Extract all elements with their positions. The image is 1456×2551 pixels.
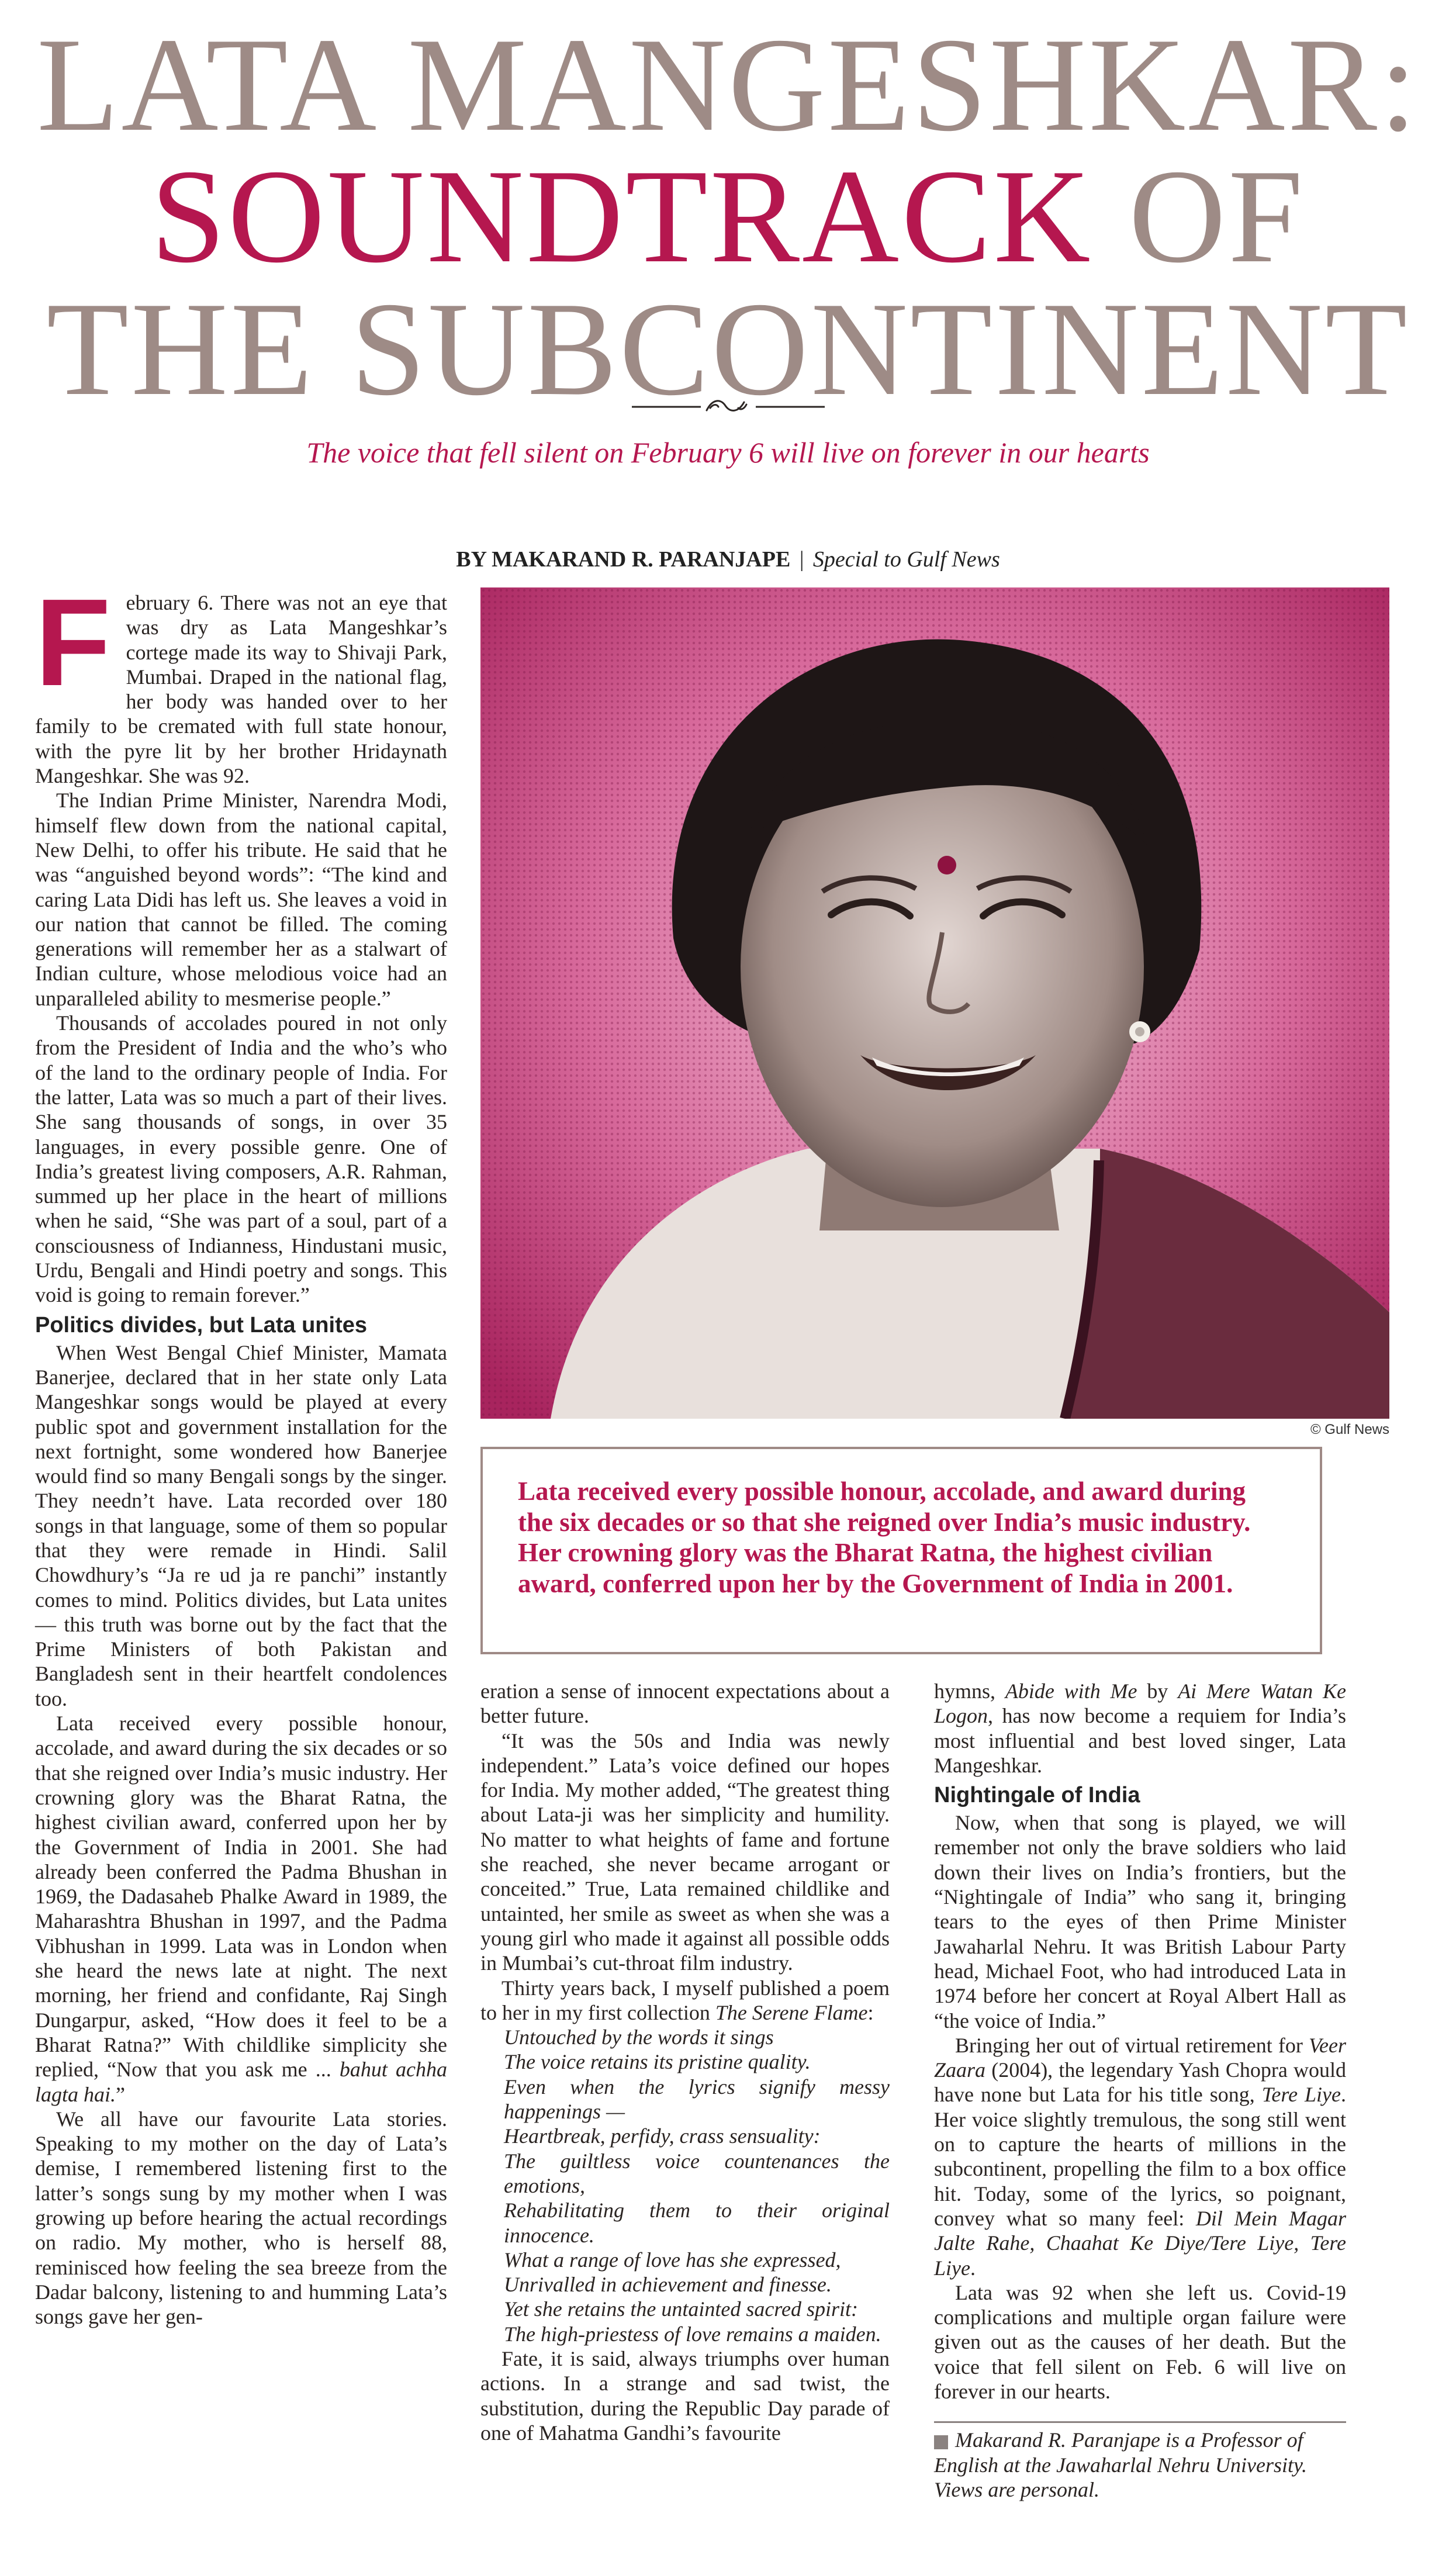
- standfirst: The voice that fell silent on February 6 will live on forever in our hearts: [306, 436, 1150, 469]
- subhead-nightingale: Nightingale of India: [934, 1783, 1140, 1808]
- book-title: The Serene Flame: [715, 2000, 868, 2024]
- headline-line-1: LATA MANGESHKAR:: [37, 10, 1419, 159]
- paragraph: Fate, it is said, always triumphs over human actions. In a strange and sad twist, the substitution, during the Republic Day parade of one of Mahatma Gandhi’s favourite: [480, 2347, 890, 2445]
- article-column-1: [35, 573, 447, 2329]
- author-name: BY MAKARAND R. PARANJAPE: [456, 547, 791, 572]
- drop-cap: F: [35, 573, 111, 711]
- headline-line-3: THE SUBCONTINENT: [46, 274, 1410, 423]
- paragraph-text: , has now become a requiem for India’s most influential and best loved singer, Lata Mangeshkar.: [934, 1704, 1346, 1777]
- headline-divider-ornament: [0, 395, 1456, 421]
- paragraph: [480, 1976, 890, 2025]
- photo-credit: © Gulf News: [1310, 1422, 1389, 1437]
- byline: [0, 547, 1456, 572]
- paragraph: Lata was 92 when she left us. Covid-19 complications and multiple organ failure were given out as the causes of her death. But the voice that fell silent on Feb. 6 will live on forever in our hearts.: [934, 2280, 1346, 2404]
- paragraph: The Indian Prime Minister, Narendra Modi, himself flew down from the national capital, New Delhi, to offer his tribute. He said that he was “anguished beyond words”: “The kind and caring Lata Didi has left us. She leaves a void in our nation that cannot be filled. The coming generations will remember her as a stalwart of Indian culture, whose melodious voice had an unparalleled ability to mesmerise people.”: [35, 789, 447, 1010]
- headline-line-2: [0, 141, 1456, 291]
- article-column-2: [480, 1679, 890, 2445]
- paragraph-text: . Her voice slightly tremulous, the song still went on to capture the hearts of millions in the subcontinent, propelling the film to a box office hit. Today, some of the lyrics, so poignant, convey what so many feel:: [934, 2083, 1347, 2230]
- lata-mangeshkar-photo: [480, 587, 1389, 1419]
- headline-accent-word: SOUNDTRACK: [150, 141, 1093, 291]
- poem-line: Rehabilitating them to their original innocence.: [504, 2199, 890, 2247]
- punctuation: :: [867, 2000, 874, 2024]
- poem: [480, 2025, 890, 2346]
- punctuation: .: [970, 2256, 976, 2280]
- poem-line: Yet she retains the untainted sacred spirit:: [504, 2297, 858, 2321]
- paragraph-text: (2004), the legendary Yash Chopra would have none but Lata for his title song,: [934, 2058, 1346, 2107]
- poem-line: The voice retains its pristine quality.: [504, 2050, 811, 2074]
- song-title: Tere Liye: [1261, 2083, 1341, 2107]
- song-lyrics: Dil Mein Magar Jalte Rahe, Chaahat Ke Diye/Tere Liye, Tere Liye: [934, 2206, 1346, 2280]
- lead-paragraph-text: ebruary 6. There was not an eye that was dry as Lata Mangeshkar’s cortege made its way to Shivaji Park, Mumbai. Draped in the national flag, her body was handed over to her family to be cremated with full state honour, with the pyre lit by her brother Hridaynath Mangeshkar. She was 92.: [35, 591, 447, 788]
- paragraph: eration a sense of innocent expectations about a better future.: [480, 1679, 890, 1728]
- poem-line: The high-priestess of love remains a maiden.: [504, 2322, 881, 2346]
- swirl-divider-icon: [632, 395, 825, 419]
- author-note: [934, 2421, 1346, 2502]
- poem-line: Heartbreak, perfidy, crass sensuality:: [504, 2124, 821, 2148]
- pull-quote-box: [480, 1447, 1322, 1654]
- paragraph: We all have our favourite Lata stories. Speaking to my mother on the day of Lata’s demise, I remembered listening first to the latter’s songs sung by my mother when I was growing up before hearing the actual recordings on radio. My mother, who is herself 88, reminisced how feeling the sea breeze from the Dadar balcony, listening to and humming Lata’s songs gave her gen-: [35, 2107, 447, 2329]
- headline-line-2-rest: OF: [1092, 141, 1306, 291]
- poem-line: Untouched by the words it sings: [504, 2025, 774, 2049]
- subhead-politics: Politics divides, but Lata unites: [35, 1312, 367, 1337]
- byline-separator: |: [799, 547, 804, 572]
- paragraph: Thousands of accolades poured in not only from the President of India and the who’s who of the land to the ordinary people of India. For the latter, Lata was so much a part of their lives. She sang thousands of songs, in over 35 languages, in every possible genre. One of India’s greatest living composers, A.R. Rahman, summed up her place in the heart of millions when he said, “She was part of a soul, part of a consciousness of Indianness, Hindustani music, Urdu, Bengali and Hindi poetry and songs. This void is going to remain forever.”: [35, 1011, 447, 1307]
- poem-line: What a range of love has she expressed,: [504, 2248, 841, 2272]
- paragraph: [35, 1711, 447, 2107]
- paragraph: [934, 2033, 1346, 2280]
- paragraph: “It was the 50s and India was newly independent.” Lata’s voice defined our hopes for India. My mother added, “The greatest thing about Lata-ji was her simplicity and humility. No matter to what heights of fame and fortune she reached, she never became arrogant or conceited.” True, Lata remained childlike and untainted, her smile as sweet as when she was a young girl who made it against all possible odds in Mumbai’s cut-throat film industry.: [480, 1729, 890, 1975]
- song-title: Ai Mere Watan Ke Logon: [934, 1679, 1346, 1728]
- closing-quote: ”: [116, 2082, 125, 2106]
- pull-quote-text: Lata received every possible honour, accolade, and award during the six decades or so that she reigned over India’s music industry. Her crowning glory was the Bharat Ratna, the highest civilian award, conferred upon her by the Government of India in 2001.: [518, 1477, 1251, 1598]
- paragraph-text: Thirty years back, I myself published a poem to her in my first collection: [480, 1976, 890, 2024]
- film-title: Veer Zaara: [934, 2033, 1346, 2082]
- author-affiliation: Special to Gulf News: [812, 547, 1000, 572]
- poem-line: Unrivalled in achievement and finesse.: [504, 2273, 832, 2297]
- author-note-text: Makarand R. Paranjape is a Professor of English at the Jawaharlal Nehru University. Views are personal.: [934, 2428, 1307, 2501]
- portrait-illustration: [480, 587, 1389, 1419]
- article-column-3: [934, 1679, 1346, 2502]
- poem-line: The guiltless voice countenances the emotions,: [504, 2149, 890, 2197]
- paragraph: Now, when that song is played, we will remember not only the brave soldiers who laid down their lives on India’s frontiers, but the “Nightingale of India” who sang it, bringing tears to the eyes of then Prime Minister Jawaharlal Nehru. It was British Labour Party head, Michael Foot, who had introduced Lata in 1974 before her concert at Royal Albert Hall as “the voice of India.”: [934, 1811, 1346, 2032]
- poem-line: Even when the lyrics signify messy happenings —: [504, 2075, 890, 2124]
- paragraph-text: Bringing her out of virtual retirement for: [955, 2033, 1309, 2057]
- lead-paragraph: [35, 573, 447, 788]
- hymn-title: Abide with Me: [1005, 1679, 1137, 1703]
- paragraph-text: by: [1137, 1679, 1178, 1703]
- note-bullet-icon: [934, 2435, 948, 2449]
- paragraph: [934, 1679, 1346, 1778]
- paragraph: When West Bengal Chief Minister, Mamata Banerjee, declared that in her state only Lata Mangeshkar songs would be played at every public spot and government installation for the next fortnight, some wondered how Banerjee would find so many Bengali songs by the singer. They needn’t have. Lata recorded over 180 songs in that language, some of them so popular that they were remade in Hindi. Salil Chowdhury’s “Ja re ud ja re panchi” instantly comes to mind. Politics divides, but Lata unites — this truth was borne out by the fact that the Prime Ministers of both Pakistan and Bangladesh sent in their heartfelt condolences too.: [35, 1340, 447, 1710]
- paragraph-text: hymns,: [934, 1679, 1005, 1703]
- quoted-phrase: bahut achha lagta hai.: [35, 2058, 447, 2106]
- paragraph-text: Lata received every possible honour, accolade, and award during the six decades or so that she reigned over India’s music industry. Her crowning glory was the Bharat Ratna, the highest civilian award, conferred upon her by the Government of India in 2001. She had already been conferred the Padma Bhushan in 1969, the Dadasaheb Phalke Award in 1989, the Maharashtra Bhushan in 1997, and the Padma Vibhushan in 1999. Lata was in London when she heard the news late at night. The next morning, her friend and confidante, Raj Singh Dungarpur, asked, “How does it feel to be a Bharat Ratna?” With childlike simplicity she replied, “Now that you ask me ...: [35, 1712, 447, 2082]
